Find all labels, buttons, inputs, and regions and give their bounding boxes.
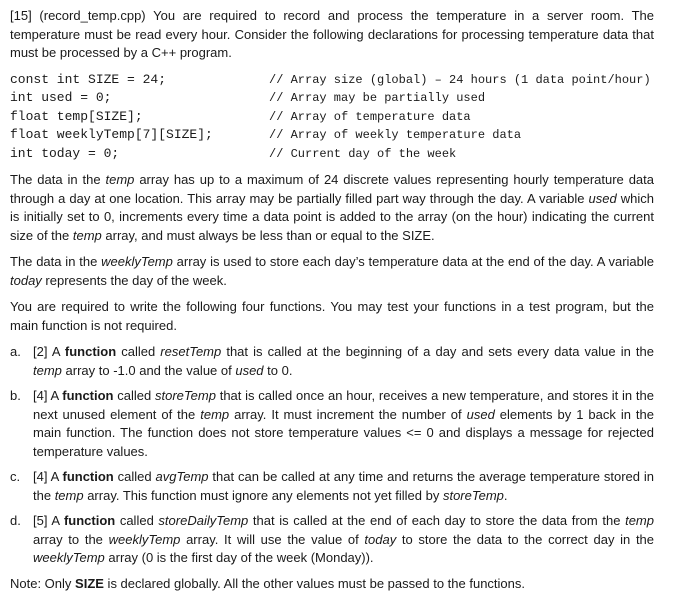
temp-array-paragraph: The data in the temp array has up to a maximum of 24 discrete values representing hourly temperature data through a day at one location. This array may be partially filled part way through the day. A variable used which is initially set to 0, increments every time a data point is added to the array (on the hour) indicating the current size of the temp array, and must always be less than or equal to the SIZE.	[10, 172, 654, 243]
code-block	[10, 71, 654, 164]
code-comment: // Array of temperature data	[269, 109, 471, 124]
code-comment: // Array size (global) – 24 hours (1 data point/hour)	[269, 72, 651, 87]
code-comment: // Current day of the week	[269, 146, 457, 161]
list-item: a. [2] A function called resetTemp that is called at the beginning of a day and sets every data value in the temp array to -1.0 and the value of used to 0.	[10, 343, 654, 380]
code-line: const int SIZE = 24;	[10, 71, 167, 87]
function-list	[10, 343, 654, 568]
code-declarations	[10, 71, 269, 164]
list-item: b. [4] A function called storeTemp that is called once an hour, receives a new temperature, and stores it in the next unused element of the temp array. It must increment the number of used elements by 1 back in the main function. The function does not store temperature values <= 0 and displays a message for rejected temperature values.	[10, 387, 654, 461]
code-line: int today = 0;	[10, 145, 120, 161]
list-item: d. [5] A function called storeDailyTemp that is called at the end of each day to store the data from the temp array to the weeklyTemp array. It will use the value of today to store the data to the correct day in the weeklyTemp array (0 is the first day of the week (Monday)).	[10, 512, 654, 568]
intro-paragraph: [15] (record_temp.cpp) You are required to record and process the temperature in a server room. The temperature must be read every hour. Consider the following declarations for processing temperature data that must be processed by a C++ program.	[10, 8, 654, 60]
list-marker: b.	[10, 388, 21, 403]
list-marker: a.	[10, 344, 21, 359]
instructions-paragraph: You are required to write the following four functions. You may test your functions in a test program, but the main function is not required.	[10, 299, 654, 333]
list-marker: c.	[10, 469, 21, 484]
note-paragraph: Note: Only SIZE is declared globally. All the other values must be passed to the functions.	[10, 575, 525, 591]
code-comment: // Array of weekly temperature data	[269, 128, 522, 142]
code-line: float temp[SIZE];	[10, 108, 143, 124]
list-item: c. [4] A function called avgTemp that can be called at any time and returns the average temperature stored in the temp array. This function must ignore any elements not yet filled by storeTemp.	[10, 468, 654, 505]
code-comments	[269, 71, 651, 164]
question-tag: [15] (record_temp.cpp)	[10, 8, 146, 23]
code-line: float weeklyTemp[7][SIZE];	[10, 127, 213, 142]
code-line: int used = 0;	[10, 90, 112, 105]
code-comment: // Array may be partially used	[269, 91, 486, 105]
weekly-array-paragraph: The data in the weeklyTemp array is used to store each day’s temperature data at the end of the day. A variable today represents the day of the week.	[10, 254, 654, 288]
list-marker: d.	[10, 513, 21, 528]
